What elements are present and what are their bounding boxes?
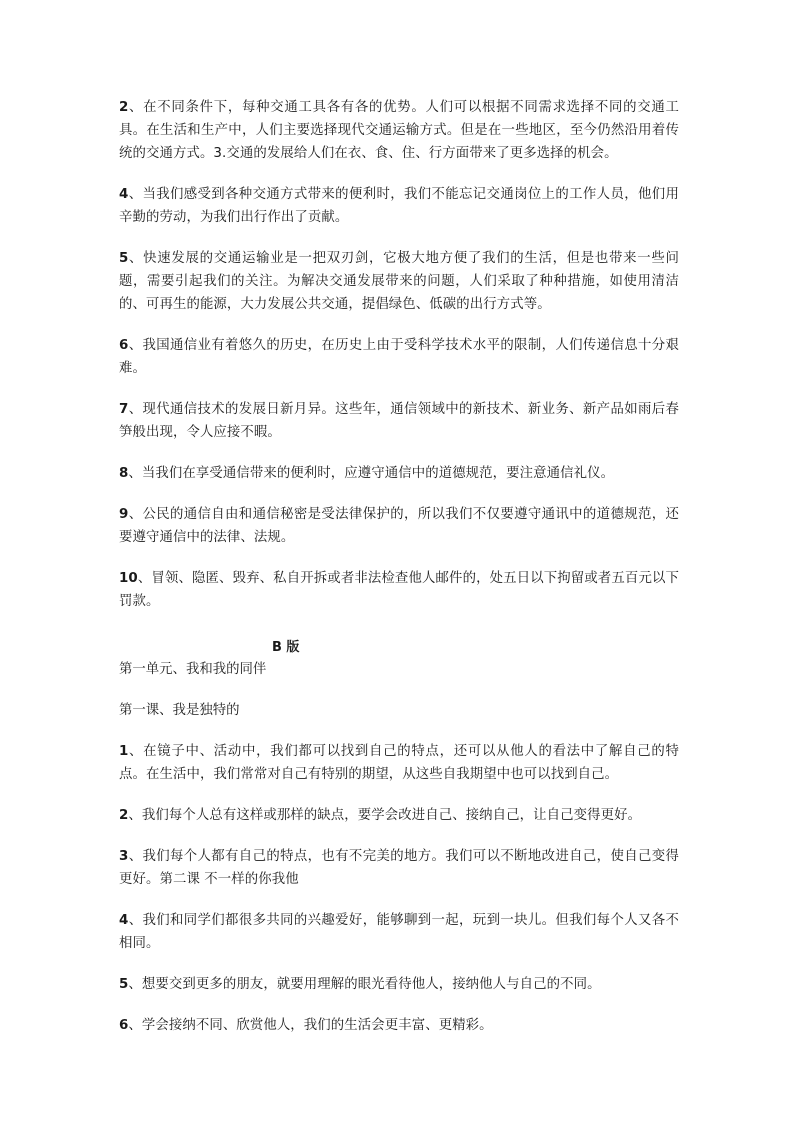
item-text: 、当我们感受到各种交通方式带来的便利时，我们不能忘记交通岗位上的工作人员，他们用辛勤的劳动，为我们出行作出了贡献。 [119,187,679,225]
item-text: 、冒领、隐匿、毁弃、私自开拆或者非法检查他人邮件的，处五日以下拘留或者五百元以下罚款。 [119,571,679,609]
item-number: 10 [119,571,138,586]
paragraph-item-2 [119,96,679,165]
paragraph-b-item-2 [119,804,679,827]
paragraph-item-6 [119,334,679,380]
paragraph-b-item-6 [119,1014,679,1037]
item-text: 、当我们在享受通信带来的便利时，应遵守通信中的道德规范，要注意通信礼仪。 [128,466,615,481]
paragraph-item-4 [119,183,679,229]
item-number: 6 [119,338,129,353]
item-text: 、我们和同学们都很多共同的兴趣爱好，能够聊到一起，玩到一块儿。但我们每个人又各不相同。 [119,913,679,951]
item-number: 5 [119,251,129,266]
item-number: 3 [119,849,129,864]
item-text: 、我国通信业有着悠久的历史，在历史上由于受科学技术水平的限制，人们传递信息十分艰难。 [119,338,679,376]
paragraph-item-9 [119,503,679,549]
paragraph-b-item-4 [119,909,679,955]
item-text: 、想要交到更多的朋友，就要用理解的眼光看待他人，接纳他人与自己的不同。 [128,977,601,992]
item-number: 4 [119,913,129,928]
item-text: 、我们每个人总有这样或那样的缺点，要学会改进自己、接纳自己，让自己变得更好。 [128,808,642,823]
paragraph-item-7 [119,398,679,444]
item-number: 8 [119,466,129,481]
item-text: 、快速发展的交通运输业是一把双刃剑，它极大地方便了我们的生活，但是也带来一些问题，需要引起我们的关注。为解决交通发展带来的问题，人们采取了种种措施，如使用清洁的、可再生的能源，大力发展公共交通，提倡绿色、低碳的出行方式等。 [119,251,679,312]
paragraph-item-10 [119,567,679,613]
item-text: 、学会接纳不同、欣赏他人，我们的生活会更丰富、更精彩。 [128,1018,493,1033]
paragraph-b-item-3 [119,845,679,891]
item-number: 6 [119,1018,129,1033]
document-page [119,96,679,1037]
item-number: 5 [119,977,129,992]
item-text: 、在不同条件下，每种交通工具各有各的优势。人们可以根据不同需求选择不同的交通工具。在生活和生产中，人们主要选择现代交通运输方式。但是在一些地区，至今仍然沿用着传统的交通方式。3.交通的发展给人们在衣、食、住、行方面带来了更多选择的机会。 [119,100,679,161]
item-text: 、在镜子中、活动中，我们都可以找到自己的特点，还可以从他人的看法中了解自己的特点。在生活中，我们常常对自己有特别的期望，从这些自我期望中也可以找到自己。 [119,744,679,782]
unit-title: 第一单元、我和我的同伴 [119,662,267,677]
version-heading: B 版 [272,640,300,655]
item-number: 4 [119,187,129,202]
item-number: 9 [119,507,129,522]
item-text: 、现代通信技术的发展日新月异。这些年，通信领域中的新技术、新业务、新产品如雨后春笋般出现，令人应接不暇。 [119,402,679,440]
item-number: 7 [119,402,129,417]
item-text: 、我们每个人都有自己的特点，也有不完美的地方。我们可以不断地改进自己，使自己变得更好。第二课 不一样的你我他 [119,849,679,887]
lesson-title: 第一课、我是独特的 [119,703,240,718]
paragraph-item-8 [119,462,679,485]
item-text: 、公民的通信自由和通信秘密是受法律保护的，所以我们不仅要遵守通讯中的道德规范，还要遵守通信中的法律、法规。 [119,507,679,545]
paragraph-b-item-5 [119,973,679,996]
item-number: 1 [119,744,129,759]
item-number: 2 [119,100,129,115]
item-number: 2 [119,808,129,823]
paragraph-b-item-1 [119,740,679,786]
paragraph-item-5 [119,247,679,316]
